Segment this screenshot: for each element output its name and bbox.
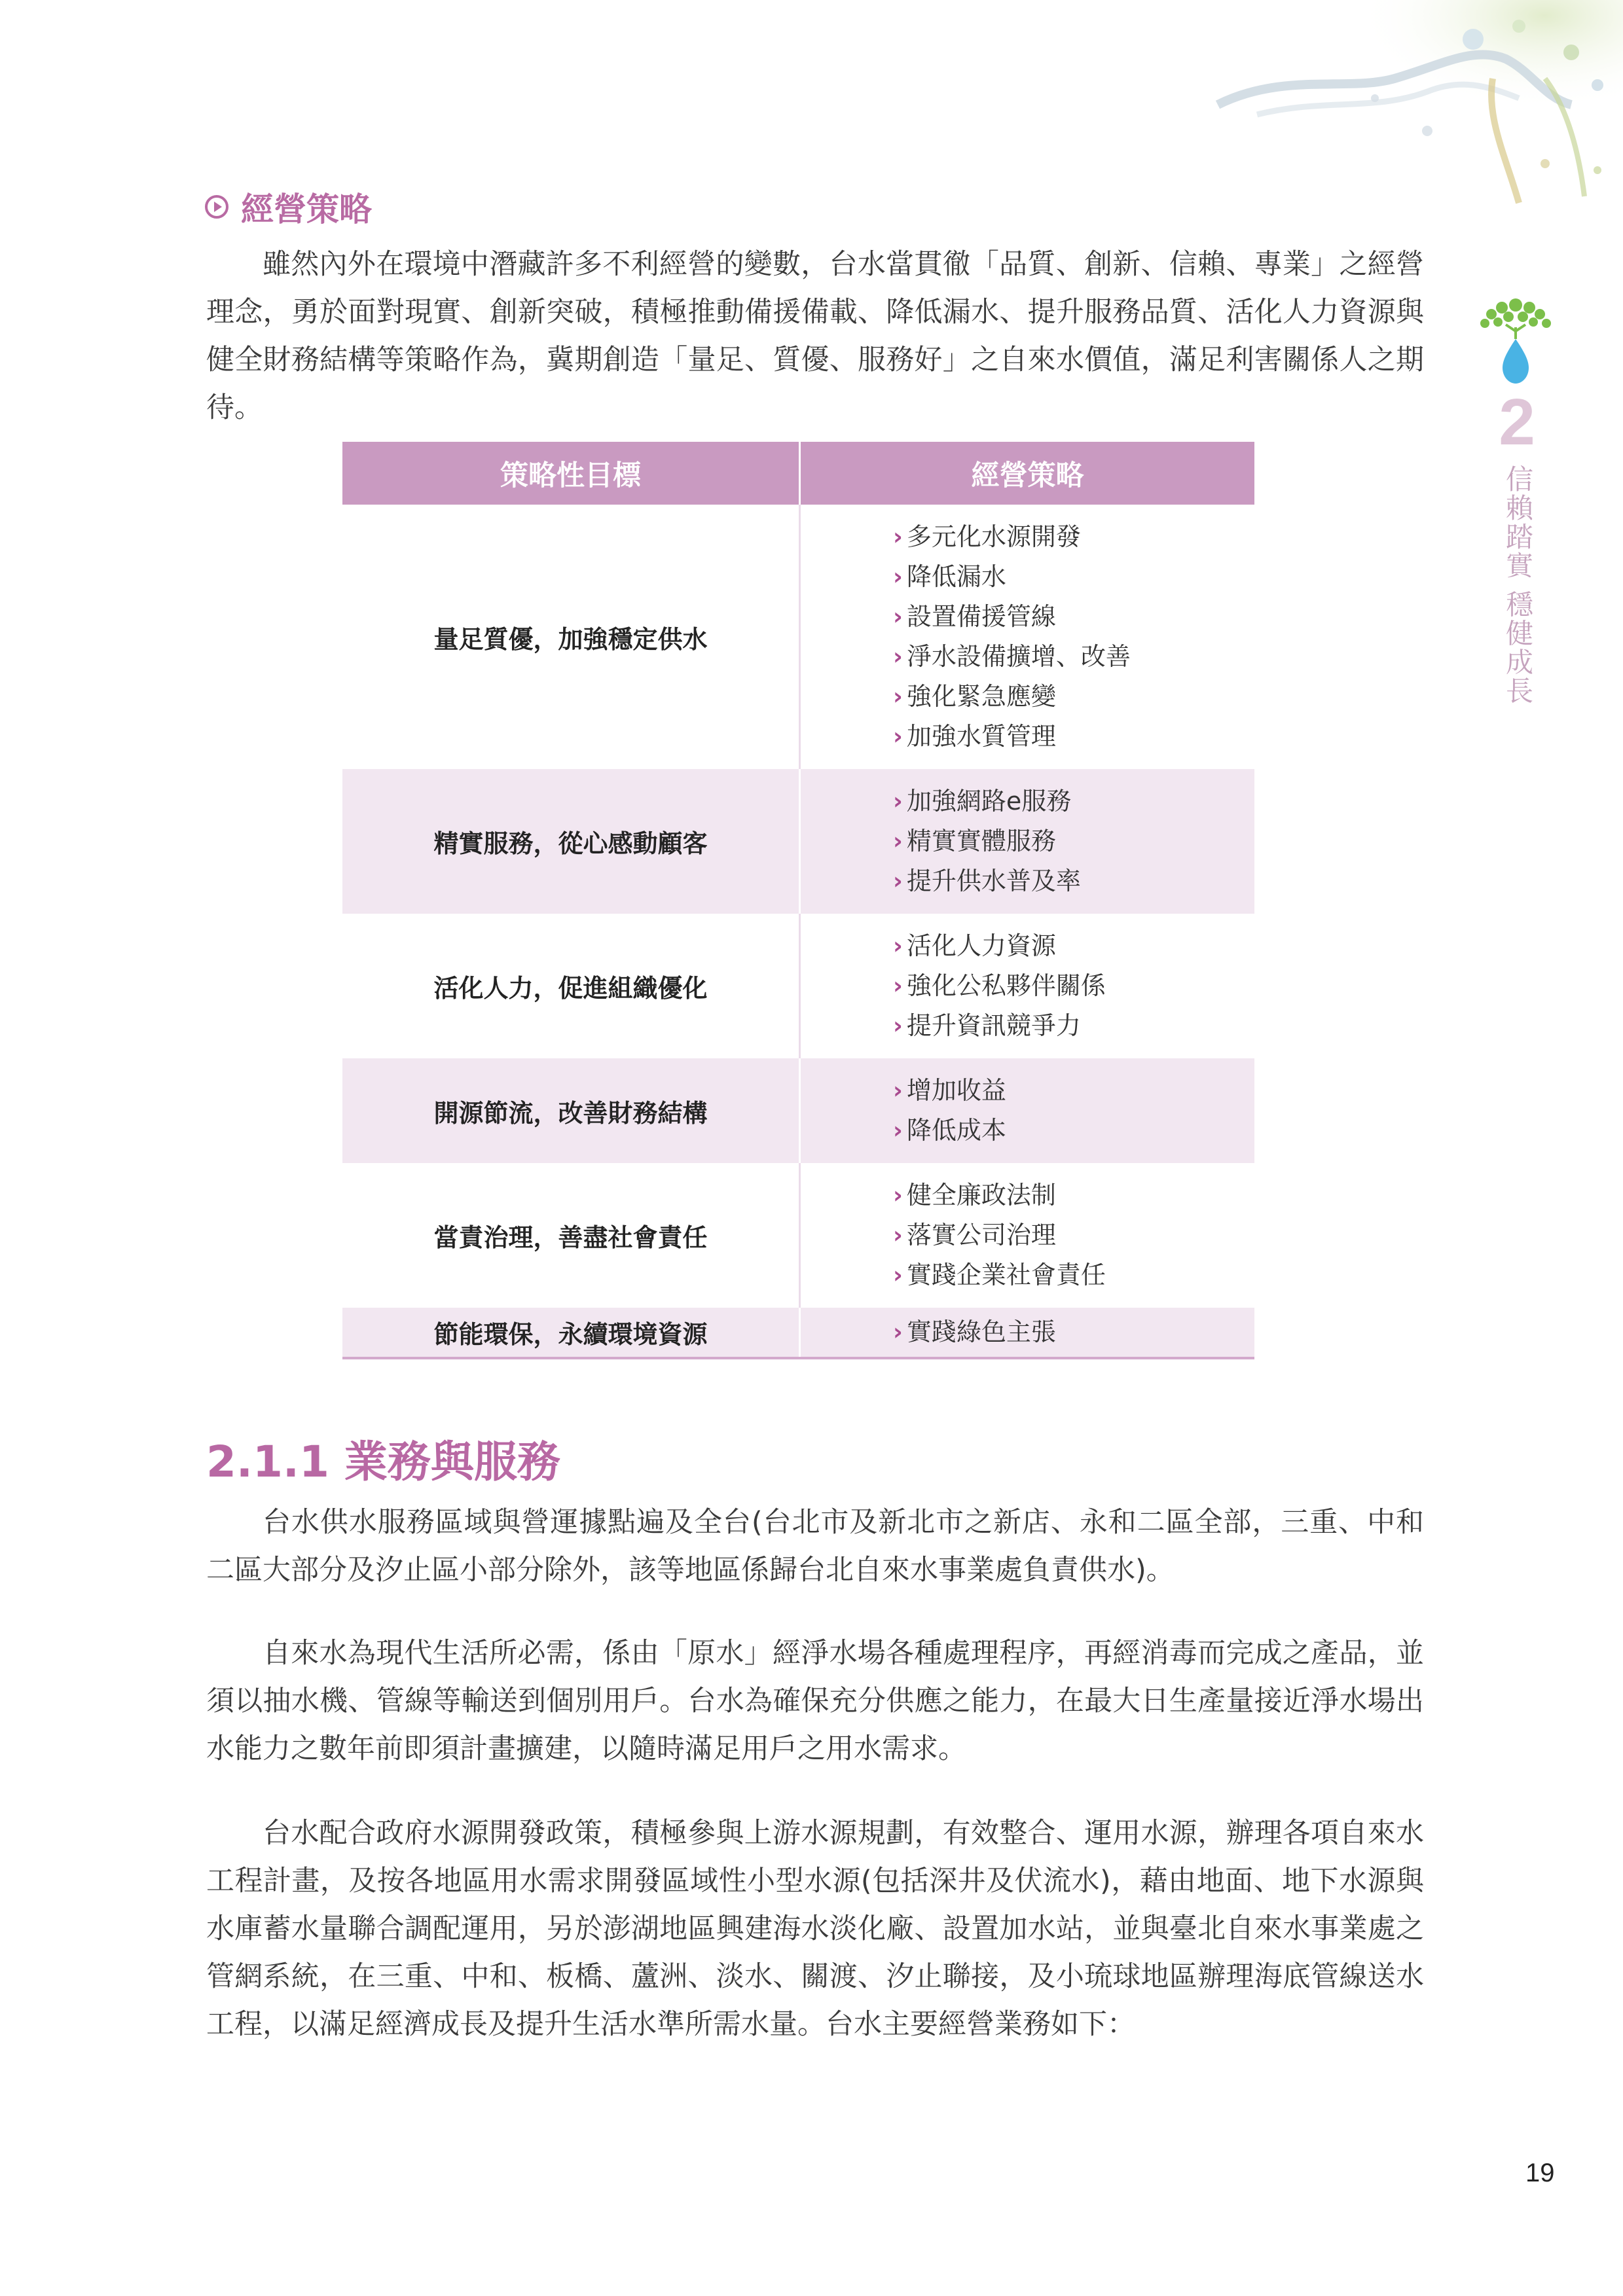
section-heading-text: 經營策略 <box>241 190 372 228</box>
strategy-cell <box>800 1058 1255 1163</box>
table-header-goal: 策略性目標 <box>342 442 800 505</box>
strategy-list <box>801 1059 1254 1162</box>
chevron-right-icon: › <box>893 564 903 590</box>
chevron-right-icon: › <box>893 643 903 670</box>
chevron-right-icon: › <box>893 1319 903 1346</box>
strategy-text: 多元化水源開發 <box>906 522 1081 551</box>
goal-cell: 節能環保，永續環境資源 <box>342 1308 800 1358</box>
strategy-text: 實踐綠色主張 <box>906 1318 1056 1346</box>
table-row <box>342 1058 1254 1163</box>
chevron-right-icon: › <box>893 828 903 855</box>
strategy-text: 增加收益 <box>906 1076 1006 1105</box>
list-item <box>893 966 1254 1006</box>
table-row <box>342 1163 1254 1308</box>
chevron-right-icon: › <box>893 1117 903 1144</box>
strategy-list <box>801 770 1254 913</box>
table-row <box>342 914 1254 1058</box>
strategy-text: 強化緊急應變 <box>906 682 1056 711</box>
chevron-right-icon: › <box>893 1182 903 1209</box>
list-item <box>893 1255 1254 1295</box>
strategy-text: 降低成本 <box>906 1116 1006 1145</box>
tree-water-drop-icon <box>1473 288 1558 386</box>
strategy-text: 活化人力資源 <box>906 931 1056 960</box>
chapter-number: 2 <box>1499 386 1535 459</box>
table-row <box>342 769 1254 914</box>
section-heading <box>204 183 372 230</box>
list-item <box>893 1312 1254 1352</box>
list-item <box>893 717 1254 757</box>
business-paragraph-3: 台水配合政府水源開發政策，積極參與上游水源規劃，有效整合、運用水源，辦理各項自來水工程計畫，及按各地區用水需求開發區域性小型水源(包括深井及伏流水)，藉由地面、地下水源與水庫蓄水量聯合調配運用，另於澎湖地區興建海水淡化廠、設置加水站，並與臺北自來水事業處之管網系統，在三重、中和、板橋、蘆洲、淡水、關渡、汐止聯接，及小琉球地區辦理海底管線送水工程，以滿足經濟成長及提升生活水準所需水量。台水主要經營業務如下： <box>206 1817 1424 2041</box>
strategy-text: 加強網路e服務 <box>906 787 1072 816</box>
strategy-cell <box>800 914 1255 1058</box>
goal-cell: 開源節流，改善財務結構 <box>342 1058 800 1163</box>
strategy-cell <box>800 769 1255 914</box>
list-item <box>893 1006 1254 1046</box>
list-item <box>893 861 1254 901</box>
strategy-cell <box>800 1308 1255 1358</box>
list-item <box>893 1215 1254 1255</box>
chevron-right-icon: › <box>893 868 903 895</box>
strategy-list <box>801 914 1254 1058</box>
list-item <box>893 781 1254 821</box>
strategy-list <box>801 1308 1254 1356</box>
play-circle-icon <box>204 194 229 219</box>
list-item <box>893 1111 1254 1151</box>
table-header-row <box>342 442 1254 505</box>
chapter-title: 信賴踏實 穩健成長 <box>1502 465 1534 706</box>
chevron-right-icon: › <box>893 1222 903 1249</box>
business-paragraph-2: 自來水為現代生活所必需，係由「原水」經淨水場各種處理程序，再經消毒而完成之產品，並須以抽水機、管線等輸送到個別用戶。台水為確保充分供應之能力，在最大日生產量接近淨水場出水能力之數年前即須計畫擴建，以隨時滿足用戶之用水需求。 <box>206 1637 1424 1765</box>
table-row <box>342 505 1254 769</box>
strategy-text: 精實實體服務 <box>906 827 1056 855</box>
list-item <box>893 637 1254 677</box>
chevron-right-icon: › <box>893 1013 903 1039</box>
business-paragraph-1: 台水供水服務區域與營運據點遍及全台(台北市及新北市之新店、永和二區全部，三重、中和二區大部分及汐止區小部分除外，該等地區係歸台北自來水事業處負責供水)。 <box>206 1506 1424 1587</box>
strategy-list <box>801 1164 1254 1307</box>
chevron-right-icon: › <box>893 1262 903 1289</box>
list-item <box>893 517 1254 557</box>
strategy-intro-paragraph: 雖然內外在環境中潛藏許多不利經營的變數，台水當貫徹「品質、創新、信賴、專業」之經營理念，勇於面對現實、創新突破，積極推動備援備載、降低漏水、提升服務品質、活化人力資源與健全財務結構等策略作為，冀期創造「量足、質優、服務好」之自來水價值，滿足利害關係人之期待。 <box>206 248 1424 424</box>
strategy-text: 提升供水普及率 <box>906 867 1081 895</box>
chapter-marker <box>1467 288 1597 707</box>
chevron-right-icon: › <box>893 973 903 999</box>
strategy-text: 強化公私夥伴關係 <box>906 971 1106 1000</box>
chevron-right-icon: › <box>893 683 903 710</box>
list-item <box>893 597 1254 637</box>
chevron-right-icon: › <box>893 723 903 750</box>
goal-cell: 活化人力，促進組織優化 <box>342 914 800 1058</box>
chevron-right-icon: › <box>893 603 903 630</box>
goal-cell: 當責治理，善盡社會責任 <box>342 1163 800 1308</box>
list-item <box>893 926 1254 966</box>
strategy-text: 淨水設備擴增、改善 <box>906 642 1131 671</box>
chevron-right-icon: › <box>893 933 903 960</box>
strategy-cell <box>800 1163 1255 1308</box>
list-item <box>893 557 1254 597</box>
goal-cell: 量足質優，加強穩定供水 <box>342 505 800 769</box>
chevron-right-icon: › <box>893 1077 903 1104</box>
strategy-text: 實踐企業社會責任 <box>906 1261 1106 1289</box>
water-splash-icon <box>1178 0 1623 223</box>
list-item <box>893 1071 1254 1111</box>
strategy-cell <box>800 505 1255 769</box>
chevron-right-icon: › <box>893 788 903 815</box>
strategy-text: 加強水質管理 <box>906 722 1056 751</box>
strategy-text: 降低漏水 <box>906 562 1006 591</box>
strategy-list <box>801 505 1254 768</box>
page-number: 19 <box>1525 2159 1555 2187</box>
table-row <box>342 1308 1254 1358</box>
strategy-table <box>342 442 1254 1359</box>
table-header-strategy: 經營策略 <box>800 442 1255 505</box>
strategy-text: 提升資訊競爭力 <box>906 1011 1081 1040</box>
goal-cell: 精實服務，從心感動顧客 <box>342 769 800 914</box>
strategy-text: 健全廉政法制 <box>906 1181 1056 1210</box>
subsection-heading: 2.1.1 業務與服務 <box>206 1437 560 1487</box>
strategy-text: 設置備援管線 <box>906 602 1056 631</box>
strategy-text: 落實公司治理 <box>906 1221 1056 1249</box>
list-item <box>893 821 1254 861</box>
chevron-right-icon: › <box>893 524 903 550</box>
list-item <box>893 1175 1254 1215</box>
list-item <box>893 677 1254 717</box>
